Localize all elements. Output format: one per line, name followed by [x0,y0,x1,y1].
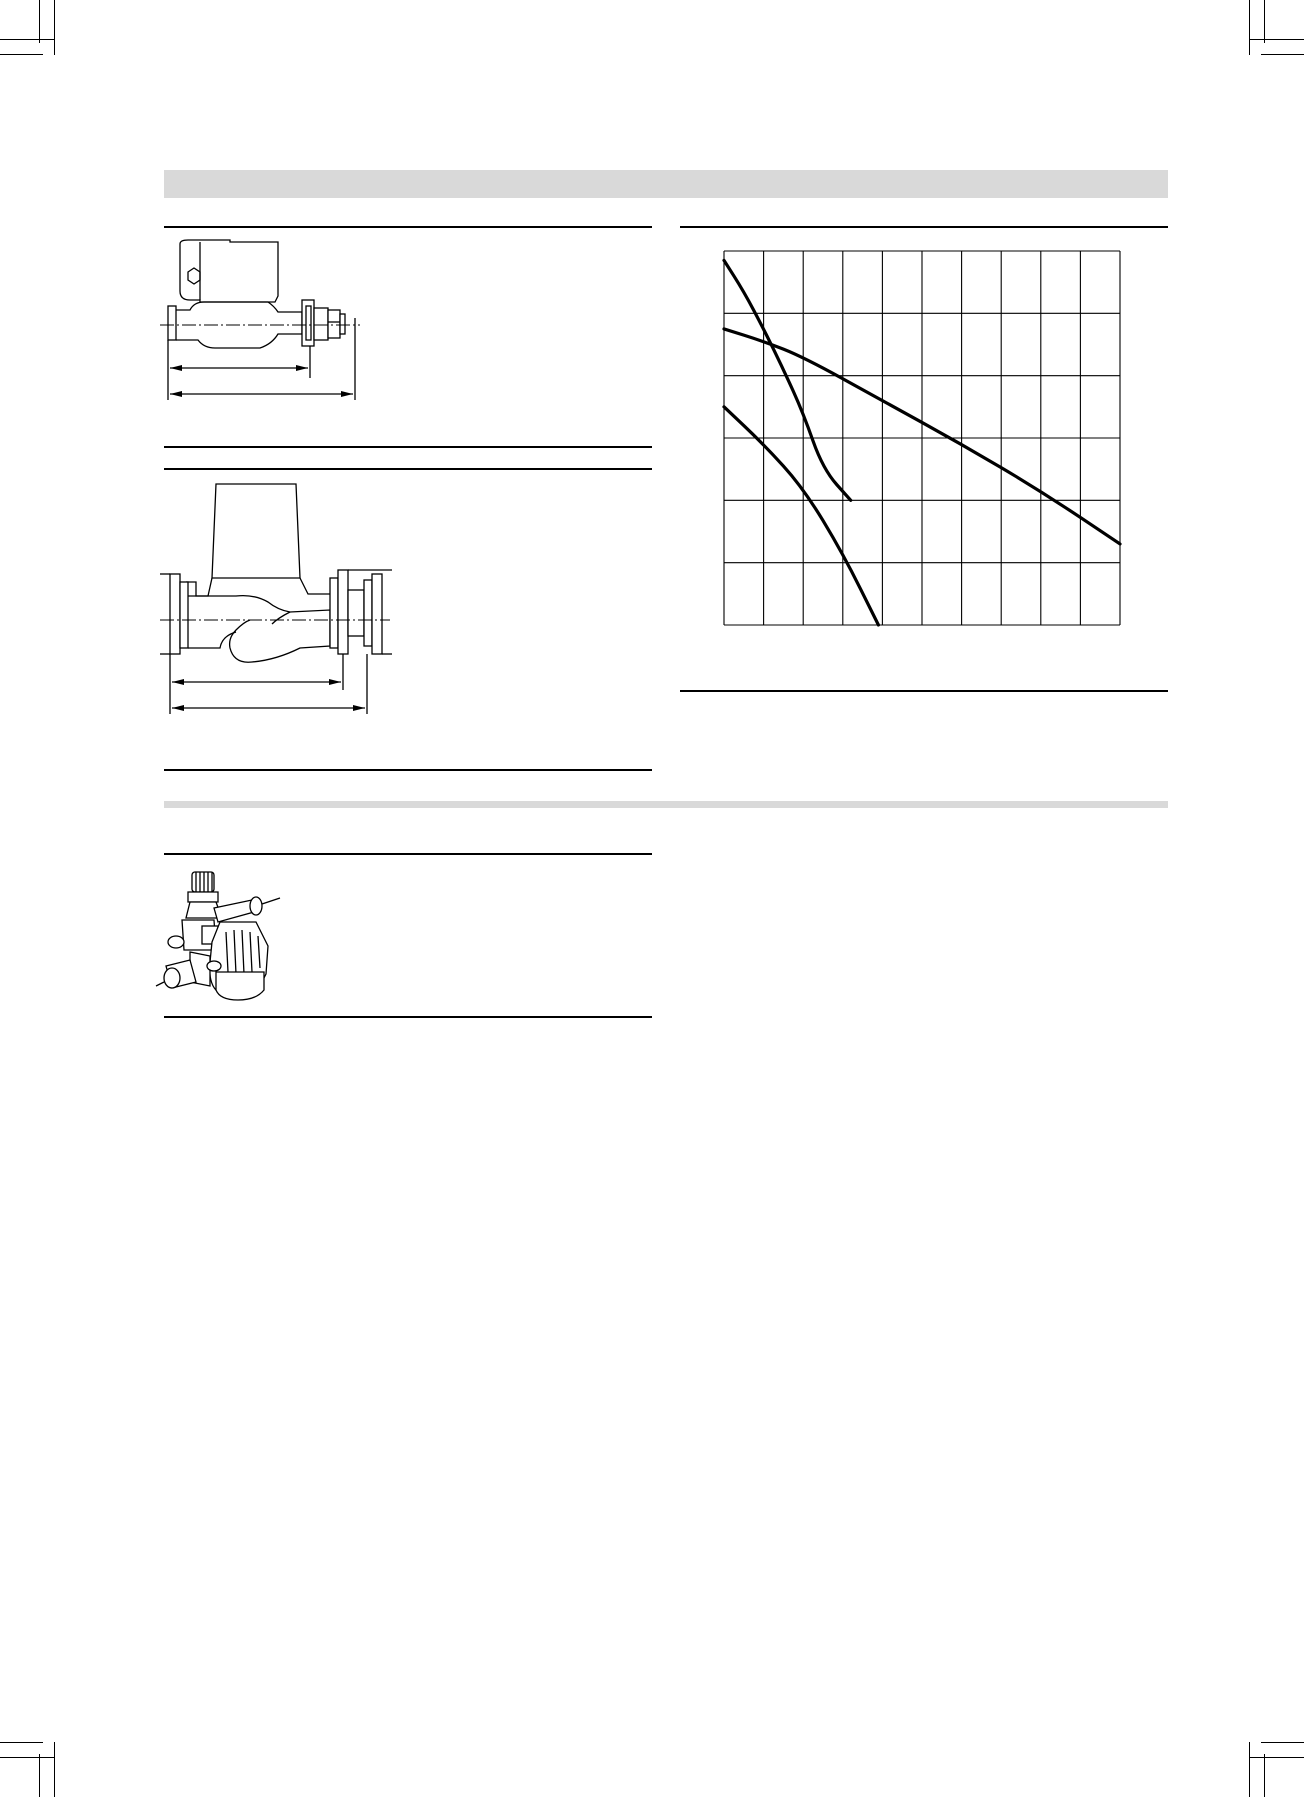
crop-mark-top-right-v [1249,0,1250,55]
rule-left-2 [164,446,652,448]
crop-mark-bottom-left-h2 [0,1757,55,1758]
rule-left-3 [164,468,652,470]
crop-mark-top-right-h2 [1261,54,1304,55]
crop-mark-bottom-left-h [0,1742,43,1743]
crop-mark-top-right-h [1249,39,1304,40]
rule-left-4 [164,769,652,771]
section-divider-bar [164,801,1168,808]
valve-assembly-drawing [156,862,296,1002]
crop-mark-bottom-right-h2 [1249,1757,1304,1758]
crop-mark-top-right-v2 [1264,0,1265,43]
performance-curve-3 [724,407,878,625]
crop-mark-top-left-h2 [0,54,43,55]
pump-performance-chart [724,251,1122,627]
performance-curve-1 [724,260,851,500]
rule-left-1 [164,226,652,228]
crop-mark-top-left-v2 [39,0,40,43]
chart-grid [724,251,1120,625]
crop-mark-bottom-left-v2 [39,1754,40,1797]
rule-right-1 [680,226,1168,228]
crop-mark-bottom-right-v [1249,1742,1250,1797]
crop-mark-top-left-h [0,39,55,40]
circulation-pump-flanged-drawing [160,478,400,718]
crop-mark-bottom-left-v [54,1742,55,1797]
circulation-pump-screwed-drawing [160,236,380,406]
rule-lower-1 [164,853,652,855]
section-header-bar [164,170,1168,198]
crop-mark-bottom-right-h [1261,1742,1304,1743]
rule-right-2 [680,690,1168,692]
crop-mark-bottom-right-v2 [1264,1754,1265,1797]
crop-mark-top-left-v [54,0,55,55]
rule-lower-2 [164,1016,652,1018]
